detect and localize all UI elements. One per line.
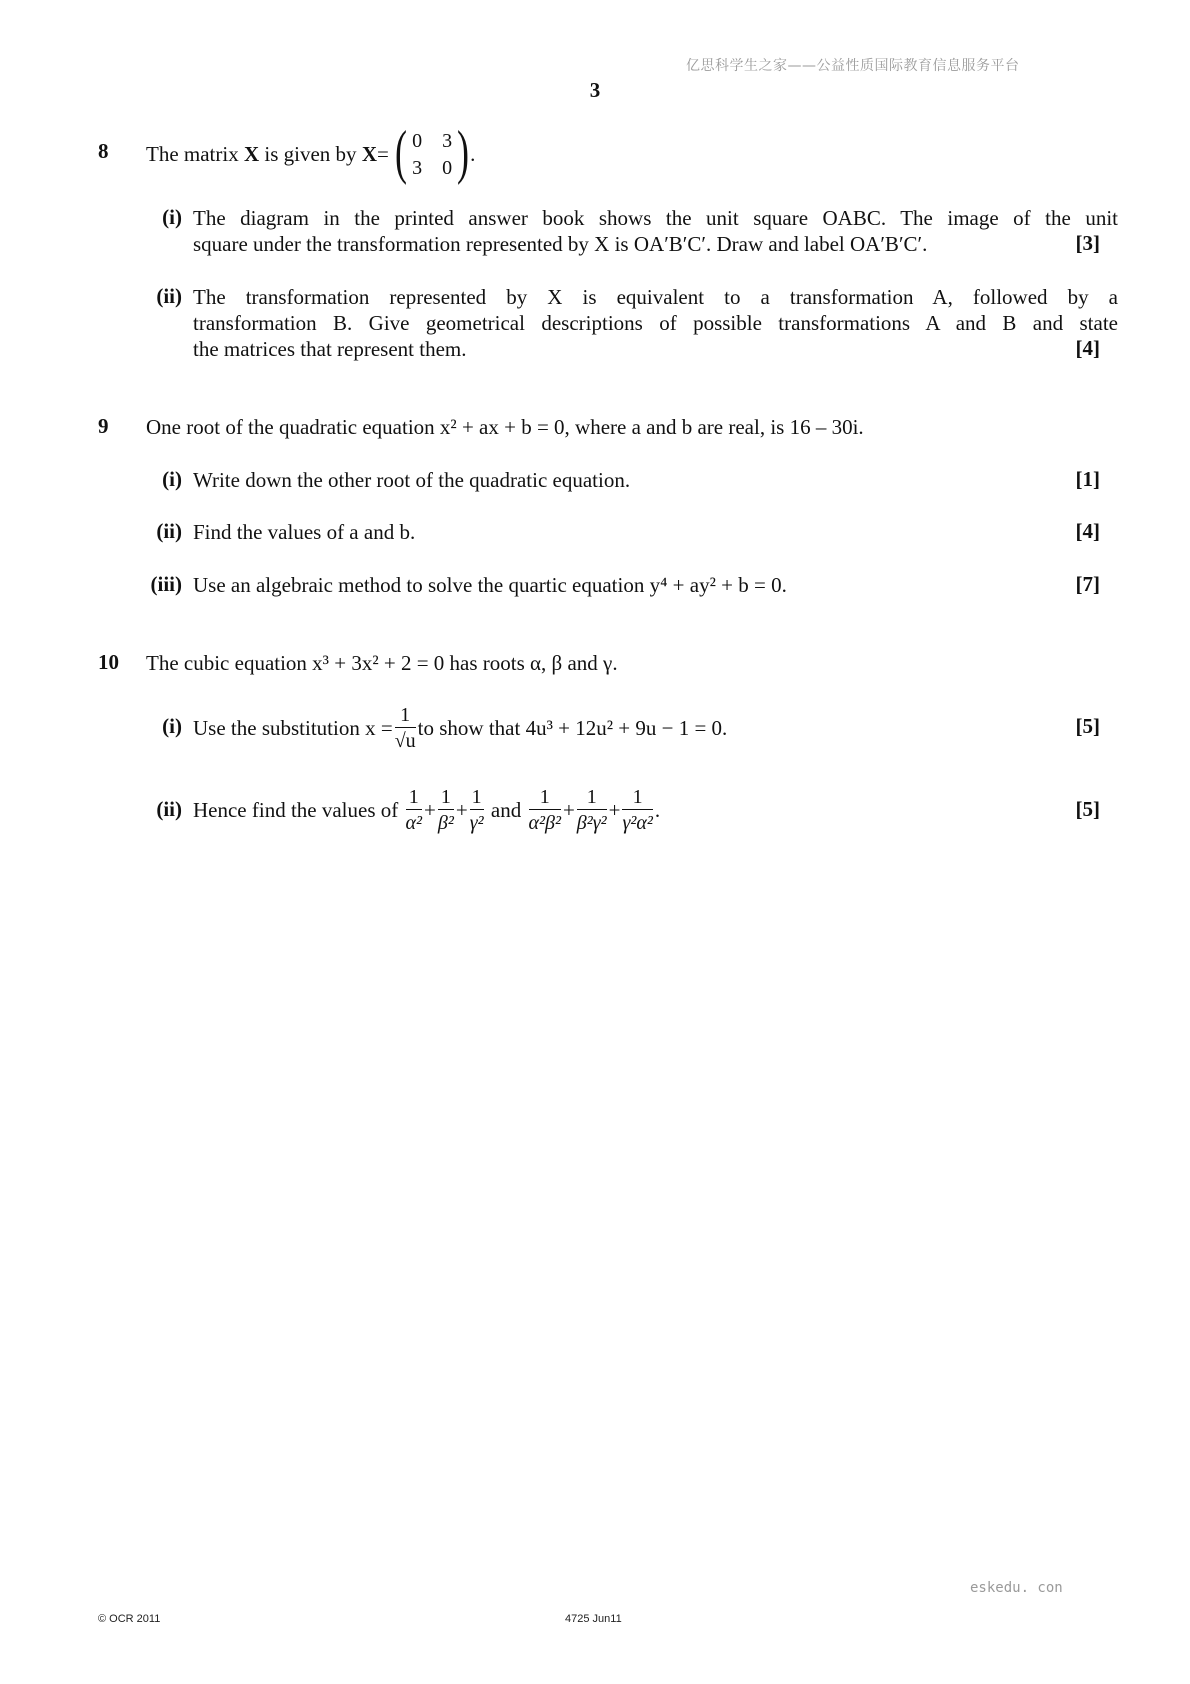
fraction-one-over-gamma-alpha-sq: $\frac{1}{\text{γ²α²}}$ bbox=[622, 785, 653, 834]
question-10-stem: The cubic equation x³ + 3x² + 2 = 0 has roots α, β and γ. bbox=[146, 651, 618, 675]
matrix-cell: 3 bbox=[442, 130, 453, 152]
paper-code: 4725 Jun11 bbox=[565, 1613, 622, 1625]
q8-part-i-line1: The diagram in the printed answer book shows the unit square OABC. The image of the unit bbox=[193, 206, 1118, 230]
q9-part-iii-label: (iii) bbox=[150, 572, 182, 596]
matrix-cell: 3 bbox=[412, 157, 423, 179]
watermark-text: 亿思科学生之家——公益性质国际教育信息服务平台 bbox=[686, 58, 1020, 74]
q9-part-ii-text: Find the values of a and b. bbox=[193, 520, 416, 544]
q9-part-iii-text: Use an algebraic method to solve the quartic equation y⁴ + ay² + b = 0. bbox=[193, 573, 787, 597]
q8-part-ii-line3: the matrices that represent them. bbox=[193, 337, 467, 361]
q10-part-ii-before: Hence find the values of bbox=[193, 798, 399, 822]
copyright-notice: © OCR 2011 bbox=[98, 1613, 161, 1625]
q8-part-i-marks: [3] bbox=[1075, 231, 1100, 255]
q10-part-i-after: to show that 4u³ + 12u² + 9u − 1 = 0. bbox=[417, 716, 728, 740]
question-10-number: 10 bbox=[98, 650, 119, 674]
question-9-stem: One root of the quadratic equation x² + ax + b = 0, where a and b are real, is 16 – 30i. bbox=[146, 415, 864, 439]
q10-part-ii-label: (ii) bbox=[156, 797, 182, 821]
q8-part-ii-line1: The transformation represented by X is equivalent to a transformation A, followed by a bbox=[193, 285, 1118, 309]
fraction-one-over-beta-gamma-sq: $\frac{1}{\text{β²γ²}}$ bbox=[576, 785, 607, 834]
q10-part-ii-text: Hence find the values of $\frac{1}{\text{α²}}$ + $\frac{1}{\text{β²}}$ + $\frac{1}{\text{γ²}}$ and $\frac{1}{\text{α²β²}}$ + $\frac{1}{\text{β²γ²}}$ + $\frac{1}{\text{γ²α²}}$ . bbox=[193, 785, 661, 834]
fraction-one-over-alpha-beta-sq: $\frac{1}{\text{α²β²}}$ bbox=[528, 785, 561, 834]
q9-part-i-text: Write down the other root of the quadratic equation. bbox=[193, 468, 631, 492]
q8-part-ii-label: (ii) bbox=[156, 284, 182, 308]
site-watermark: eskedu. con bbox=[970, 1580, 1063, 1596]
q9-part-i-label: (i) bbox=[162, 467, 182, 491]
q8-matrix-symbol: X bbox=[243, 142, 260, 166]
question-8-stem bbox=[146, 119, 476, 185]
q8-stem-end: . bbox=[470, 142, 476, 166]
question-9-number: 9 bbox=[98, 414, 109, 438]
fraction-denominator: √u bbox=[394, 729, 416, 752]
q8-stem-mid: is given by bbox=[264, 142, 357, 166]
q10-part-ii-and: and bbox=[490, 798, 522, 822]
q9-part-i-marks: [1] bbox=[1075, 467, 1100, 491]
fraction-one-over-gamma-sq: $\frac{1}{\text{γ²}}$ bbox=[469, 785, 484, 834]
q8-part-ii-marks: [4] bbox=[1075, 336, 1100, 360]
question-8-number: 8 bbox=[98, 139, 109, 163]
q9-part-ii-label: (ii) bbox=[156, 519, 182, 543]
q10-part-i-before: Use the substitution x = bbox=[193, 716, 393, 740]
q9-part-ii-marks: [4] bbox=[1075, 519, 1100, 543]
q9-part-iii-marks: [7] bbox=[1075, 572, 1100, 596]
q10-part-i-text bbox=[193, 700, 727, 756]
q8-part-i-line2: square under the transformation represented by X is OA′B′C′. Draw and label OA′B′C′. bbox=[193, 232, 928, 256]
q8-part-i-label: (i) bbox=[162, 205, 182, 229]
q8-part-ii-line2: transformation B. Give geometrical descriptions of possible transformations A and B and state bbox=[193, 311, 1118, 335]
fraction-one-over-beta-sq: $\frac{1}{\text{β²}}$ bbox=[437, 785, 454, 834]
q8-equals: = bbox=[376, 142, 389, 166]
page-number: 3 bbox=[589, 78, 601, 102]
fraction-one-over-root-u bbox=[395, 703, 416, 754]
matrix-cell: 0 bbox=[412, 130, 423, 152]
fraction-numerator: 1 bbox=[395, 703, 416, 728]
matrix-cell: 0 bbox=[442, 157, 453, 179]
q10-part-i-label: (i) bbox=[162, 714, 182, 738]
q10-part-i-marks: [5] bbox=[1075, 714, 1100, 738]
matrix-x: ( 0 3 3 0 ) bbox=[395, 119, 470, 185]
fraction-one-over-alpha-sq: $\frac{1}{\text{α²}}$ bbox=[405, 785, 423, 834]
q8-stem-prefix: The matrix bbox=[146, 142, 239, 166]
q10-part-ii-marks: [5] bbox=[1075, 797, 1100, 821]
q8-matrix-symbol-2: X bbox=[361, 142, 377, 166]
